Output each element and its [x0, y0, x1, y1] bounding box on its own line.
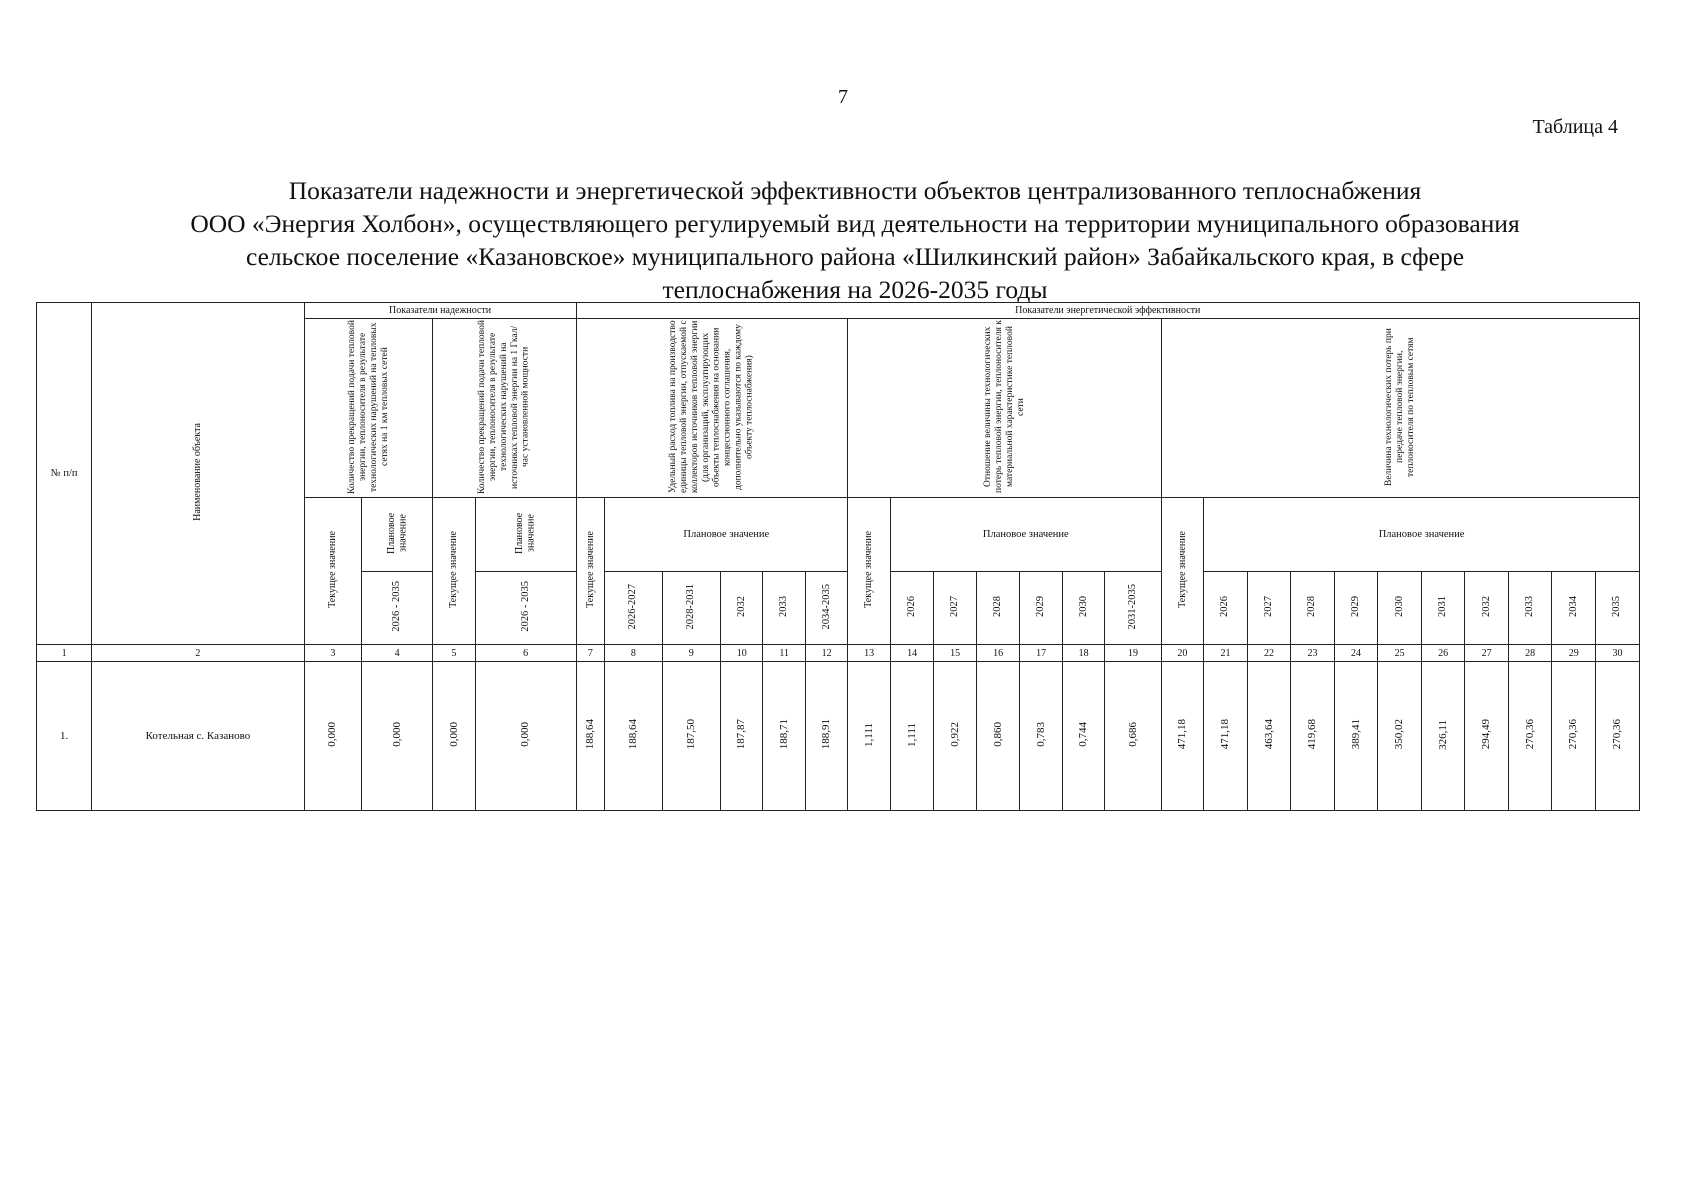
- year-header: 2035: [1595, 572, 1639, 645]
- loss-ratio-header: Отношение величины технологических потерь тепловой энергии, теплоносителя к материальной характеристике тепловой сети: [848, 319, 1161, 498]
- column-number: 9: [662, 645, 720, 662]
- data-cell: 0,000: [304, 662, 361, 811]
- year-header: 2028: [976, 572, 1020, 645]
- data-cell: 0,860: [976, 662, 1020, 811]
- column-number: 23: [1291, 645, 1335, 662]
- page-number: 7: [838, 86, 848, 108]
- data-cell: 326,11: [1421, 662, 1465, 811]
- data-cell: 419,68: [1291, 662, 1335, 811]
- technological-losses-header: Величина технологических потерь при передаче тепловой энергии, теплоносителя по тепловым сетям: [1161, 319, 1639, 498]
- column-number: 21: [1204, 645, 1248, 662]
- year-header: 2033: [1508, 572, 1552, 645]
- row-number: 1.: [37, 662, 92, 811]
- column-number: 17: [1020, 645, 1062, 662]
- year-header: 2026-2027: [605, 572, 662, 645]
- column-number: 30: [1595, 645, 1639, 662]
- current-value-header: Текущее значение: [1161, 498, 1203, 645]
- table-label: Таблица 4: [1532, 116, 1618, 138]
- column-number: 24: [1334, 645, 1378, 662]
- column-number: 15: [934, 645, 976, 662]
- data-cell: 0,783: [1020, 662, 1062, 811]
- column-number: 7: [576, 645, 605, 662]
- title-line: ООО «Энергия Холбон», осуществляющего регулируемый вид деятельности на территории муниципального образования: [190, 209, 1520, 238]
- year-header: 2033: [763, 572, 805, 645]
- data-cell: 0,686: [1105, 662, 1161, 811]
- column-number: 16: [976, 645, 1020, 662]
- data-cell: 0,000: [433, 662, 475, 811]
- year-header: 2029: [1334, 572, 1378, 645]
- column-number: 27: [1465, 645, 1509, 662]
- data-cell: 294,49: [1465, 662, 1509, 811]
- header-object-name: Наименование объекта: [92, 303, 304, 645]
- year-header: 2034-2035: [805, 572, 847, 645]
- group-efficiency: Показатели энергетической эффективности: [576, 303, 1639, 319]
- group-reliability: Показатели надежности: [304, 303, 576, 319]
- column-number: 18: [1062, 645, 1104, 662]
- column-number: 10: [720, 645, 762, 662]
- year-header: 2028-2031: [662, 572, 720, 645]
- column-number: 26: [1421, 645, 1465, 662]
- column-number: 8: [605, 645, 662, 662]
- data-cell: 188,71: [763, 662, 805, 811]
- column-number: 1: [37, 645, 92, 662]
- data-cell: 0,922: [934, 662, 976, 811]
- data-cell: 1,111: [890, 662, 934, 811]
- data-cell: 1,111: [848, 662, 890, 811]
- column-number: 6: [475, 645, 576, 662]
- column-number: 25: [1378, 645, 1422, 662]
- fuel-consumption-header: Удельный расход топлива на производство единицы тепловой энергии, отпускаемой с коллекторов источников тепловой энергии (для организаций, эксплуатирующих объекты теплоснабжения на основании концессионного соглашения, дополнительно указываются по каждому объекту теплоснабжения): [576, 319, 848, 498]
- column-number: 22: [1247, 645, 1291, 662]
- year-header: 2034: [1552, 572, 1596, 645]
- data-cell: 187,87: [720, 662, 762, 811]
- column-number: 29: [1552, 645, 1596, 662]
- column-number: 14: [890, 645, 934, 662]
- title-line: Показатели надежности и энергетической эффективности объектов централизованного теплоснабжения: [288, 176, 1422, 205]
- title-line: сельское поселение «Казановское» муниципального района «Шилкинский район» Забайкальского края, в сфере: [245, 242, 1465, 271]
- column-number: 20: [1161, 645, 1203, 662]
- year-header: 2026: [890, 572, 934, 645]
- reliability-sources-header: Количество прекращений подачи тепловой энергии, теплоносителя в результате технологических нарушений на источниках тепловой энергии на 1 Гкал/час установленной мощности: [433, 319, 576, 498]
- year-header: 2030: [1378, 572, 1422, 645]
- year-header: 2026 - 2035: [475, 572, 576, 645]
- planned-value-header: Плановое значение: [605, 498, 848, 572]
- indicators-table: [36, 302, 1640, 811]
- data-cell: 471,18: [1204, 662, 1248, 811]
- planned-value-header: Плановое значение: [475, 498, 576, 572]
- current-value-header: Текущее значение: [848, 498, 890, 645]
- column-number: 13: [848, 645, 890, 662]
- year-header: 2032: [1465, 572, 1509, 645]
- document-title: [90, 174, 1620, 306]
- column-number: 4: [361, 645, 432, 662]
- data-cell: 270,36: [1552, 662, 1596, 811]
- data-cell: 188,64: [605, 662, 662, 811]
- year-header: 2027: [1247, 572, 1291, 645]
- column-number: 3: [304, 645, 361, 662]
- current-value-header: Текущее значение: [576, 498, 605, 645]
- data-cell: 188,64: [576, 662, 605, 811]
- planned-value-header: Плановое значение: [890, 498, 1161, 572]
- year-header: 2026 - 2035: [361, 572, 432, 645]
- object-name: Котельная с. Казаново: [92, 662, 304, 811]
- year-header: 2031-2035: [1105, 572, 1161, 645]
- data-cell: 270,36: [1508, 662, 1552, 811]
- data-cell: 0,000: [475, 662, 576, 811]
- data-cell: 463,64: [1247, 662, 1291, 811]
- year-header: 2028: [1291, 572, 1335, 645]
- data-cell: 187,50: [662, 662, 720, 811]
- year-header: 2030: [1062, 572, 1104, 645]
- column-number: 5: [433, 645, 475, 662]
- reliability-networks-header: Количество прекращений подачи тепловой энергии, теплоносителя в результате технологических нарушений на тепловых сетях на 1 км тепловых сетей: [304, 319, 433, 498]
- column-number: 11: [763, 645, 805, 662]
- planned-value-header: Плановое значение: [1204, 498, 1640, 572]
- data-cell: 389,41: [1334, 662, 1378, 811]
- data-cell: 188,91: [805, 662, 847, 811]
- data-cell: 0,000: [361, 662, 432, 811]
- table-row: [37, 662, 1640, 811]
- data-cell: 471,18: [1161, 662, 1203, 811]
- current-value-header: Текущее значение: [304, 498, 361, 645]
- column-number: 2: [92, 645, 304, 662]
- year-header: 2026: [1204, 572, 1248, 645]
- column-number: 19: [1105, 645, 1161, 662]
- year-header: 2029: [1020, 572, 1062, 645]
- year-header: 2031: [1421, 572, 1465, 645]
- title-line: теплоснабжения на 2026-2035 годы: [662, 275, 1048, 304]
- year-header: 2032: [720, 572, 762, 645]
- header-no: № п/п: [37, 303, 92, 645]
- year-header: 2027: [934, 572, 976, 645]
- data-cell: 350,02: [1378, 662, 1422, 811]
- column-number: 12: [805, 645, 847, 662]
- current-value-header: Текущее значение: [433, 498, 475, 645]
- planned-value-header: Плановое значение: [361, 498, 432, 572]
- data-cell: 0,744: [1062, 662, 1104, 811]
- data-cell: 270,36: [1595, 662, 1639, 811]
- column-number: 28: [1508, 645, 1552, 662]
